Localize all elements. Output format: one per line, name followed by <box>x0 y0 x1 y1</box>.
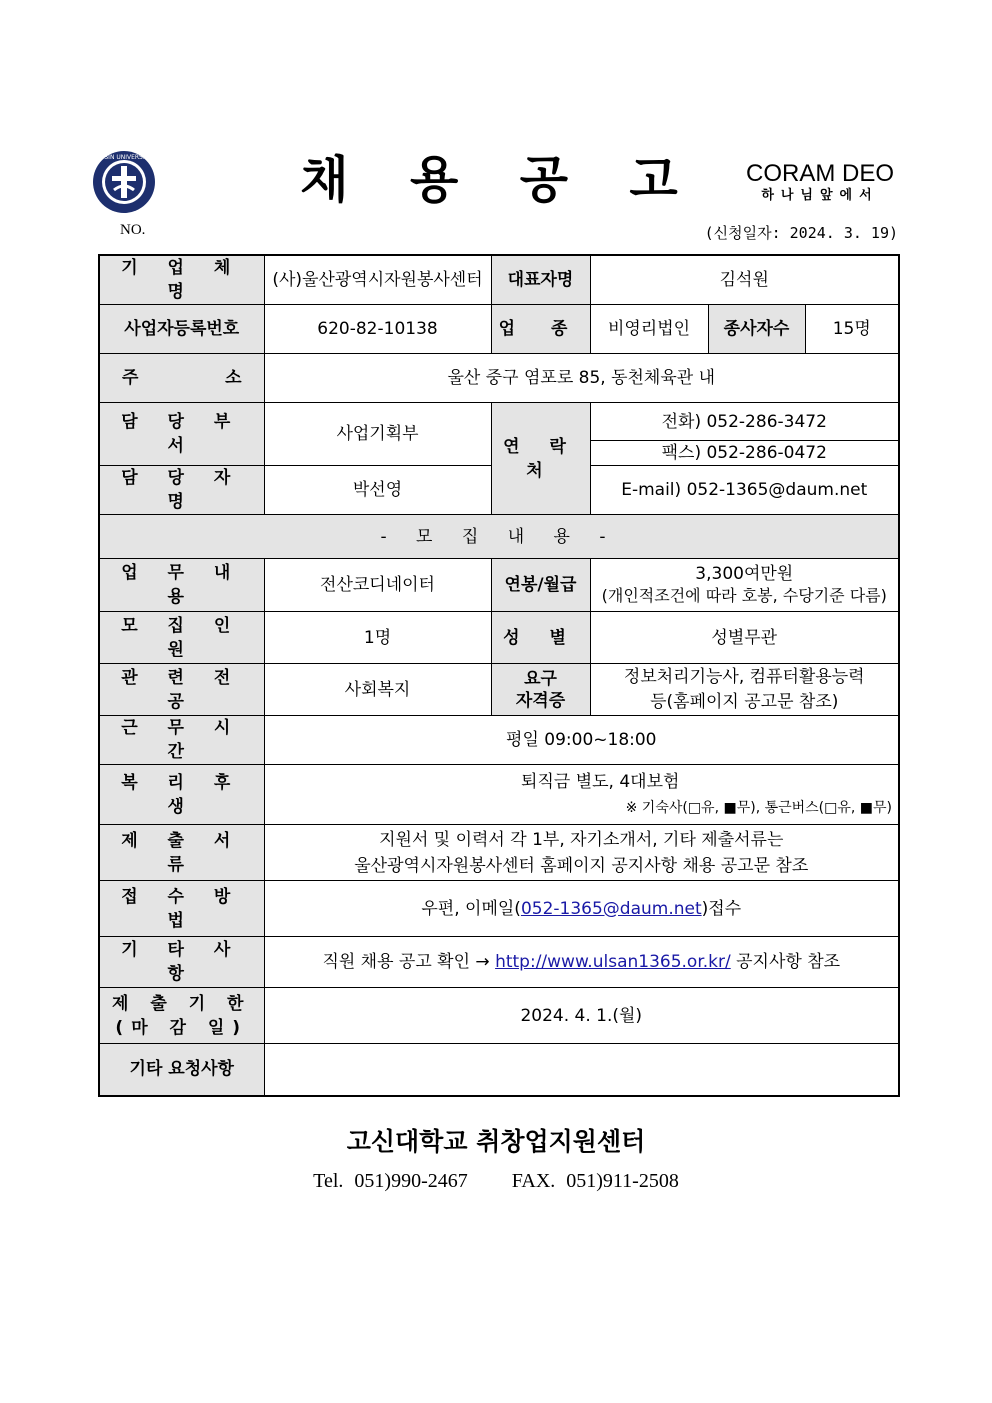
method-label: 접 수 방 법 <box>99 881 264 937</box>
contact-label: 연 락 처 <box>491 403 590 515</box>
motto <box>740 160 900 204</box>
job-label: 업 무 내 용 <box>99 559 264 612</box>
industry: 비영리법인 <box>590 305 708 354</box>
method-prefix: 우편, 이메일( <box>421 898 521 919</box>
count-label: 모 집 인 원 <box>99 612 264 664</box>
motto-en: CORAM DEO <box>745 160 894 187</box>
deadline-label-line2: (마 감 일) <box>115 1017 249 1038</box>
welfare-text: 퇴직금 별도, 4대보험 <box>521 771 680 792</box>
hours: 평일 09:00~18:00 <box>264 716 899 765</box>
job-posting-table <box>98 254 900 1097</box>
welfare <box>264 765 899 825</box>
ceo-name: 김석원 <box>590 255 899 305</box>
person-label: 담 당 자 명 <box>99 466 264 515</box>
cert <box>590 664 899 716</box>
major: 사회복지 <box>264 664 491 716</box>
job: 전산코디네이터 <box>264 559 491 612</box>
footer-contact: Tel. 051)990-2467 FAX. 051)911-2508 <box>313 1170 679 1192</box>
cert-label-line1: 요구 <box>524 668 557 689</box>
hours-label: 근 무 시 간 <box>99 716 264 765</box>
request-label: 기타 요청사항 <box>99 1044 264 1096</box>
reg-no-label: 사업자등록번호 <box>99 305 264 354</box>
address-label: 주 소 <box>99 354 264 403</box>
employees: 15명 <box>805 305 899 354</box>
university-logo <box>92 150 156 214</box>
apply-date: (신청일자: 2024. 3. 19) <box>704 224 898 242</box>
salary-note: (개인적조건에 따라 호봉, 수당기준 다름) <box>601 586 887 605</box>
deadline-label-line1: 제 출 기 한 <box>112 993 252 1014</box>
cert-line1: 정보처리기능사, 컴퓨터활용능력 <box>623 666 865 687</box>
ceo-label: 대표자명 <box>491 255 590 305</box>
footer-org: 고신대학교 취창업지원센터 <box>346 1127 646 1156</box>
docs-line2: 울산광역시자원봉사센터 홈페이지 공지사항 채용 공고문 참조 <box>354 855 809 876</box>
docs-line1: 지원서 및 이력서 각 1부, 자기소개서, 기타 제출서류는 <box>379 829 784 850</box>
request <box>264 1044 899 1096</box>
salary-label: 연봉/월급 <box>491 559 590 612</box>
docs-label: 제 출 서 류 <box>99 825 264 881</box>
dept: 사업기획부 <box>264 403 491 466</box>
deadline-label <box>99 988 264 1044</box>
welfare-note: ※ 기숙사(□유, ■무), 통근버스(□유, ■무) <box>625 799 893 816</box>
major-label: 관 련 전 공 <box>99 664 264 716</box>
method-email-link[interactable]: 052-1365@daum.net <box>520 898 702 919</box>
etc-prefix: 직원 채용 공고 확인 → <box>322 952 496 972</box>
reg-no: 620-82-10138 <box>264 305 491 354</box>
page-title: 채 용 공 고 <box>300 151 700 209</box>
address: 울산 중구 염포로 85, 동천체육관 내 <box>264 354 899 403</box>
email: E-mail) 052-1365@daum.net <box>590 466 899 515</box>
deadline: 2024. 4. 1.(월) <box>264 988 899 1044</box>
phone: 전화) 052-286-3472 <box>590 403 899 441</box>
count: 1명 <box>264 612 491 664</box>
dept-label: 담 당 부 서 <box>99 403 264 466</box>
cert-label-line2: 자격증 <box>515 690 566 711</box>
etc <box>264 937 899 988</box>
etc-url-link[interactable]: http://www.ulsan1365.or.kr/ <box>495 952 731 972</box>
method <box>264 881 899 937</box>
salary <box>590 559 899 612</box>
company-name: (사)울산광역시자원봉사센터 <box>264 255 491 305</box>
fax: 팩스) 052-286-0472 <box>590 441 899 466</box>
company-name-label: 기 업 체 명 <box>99 255 264 305</box>
doc-number-label: NO. <box>120 222 146 238</box>
docs <box>264 825 899 881</box>
industry-label: 업 종 <box>491 305 590 354</box>
employees-label: 종사자수 <box>708 305 805 354</box>
person: 박선영 <box>264 466 491 515</box>
salary-amount: 3,300여만원 <box>695 564 794 584</box>
cert-label <box>491 664 590 716</box>
gender-label: 성 별 <box>491 612 590 664</box>
cert-line2: 등(홈페이지 공고문 참조) <box>650 691 839 712</box>
etc-suffix: 공지사항 참조 <box>730 952 841 972</box>
section-title: - 모 집 내 용 - <box>99 515 899 559</box>
method-suffix: )접수 <box>701 898 742 919</box>
welfare-label: 복 리 후 생 <box>99 765 264 825</box>
motto-ko: 하나님앞에서 <box>761 188 879 203</box>
logo-text: KOSIN UNIVERSITY <box>96 154 152 161</box>
gender: 성별무관 <box>590 612 899 664</box>
etc-label: 기 타 사 항 <box>99 937 264 988</box>
